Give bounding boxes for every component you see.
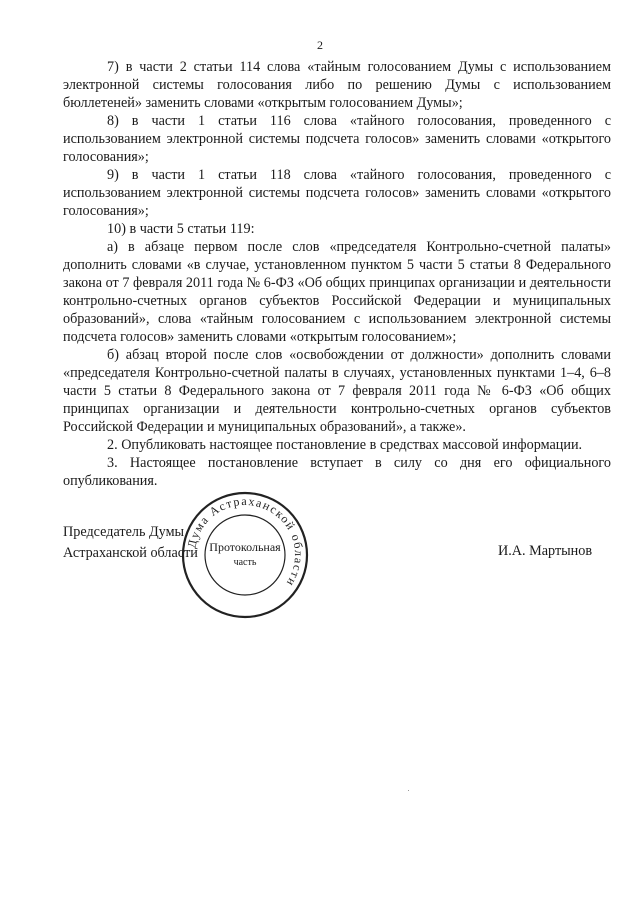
paragraph: 3. Настоящее постановление вступает в силу со дня его официального опубликования.: [63, 455, 611, 489]
document-body: [63, 58, 611, 490]
signature-position-line2: Астраханской области: [63, 545, 198, 561]
scan-speck: [408, 790, 409, 791]
paragraph: 7) в части 2 статьи 114 слова «тайным голосованием Думы с использованием электронной системы голосования либо по решению Думы с использованием бюллетеней» заменить словами «открытым голосованием Думы»;: [63, 59, 611, 111]
paragraph: 8) в части 1 статьи 116 слова «тайного голосования, проведенного с использованием электронной системы подсчета голосов» заменить словами «открытого голосования»;: [63, 113, 611, 165]
paragraph: 10) в части 5 статьи 119:: [107, 221, 255, 237]
signature-position: [63, 522, 198, 564]
stamp-center-line2: часть: [233, 557, 257, 568]
stamp-ring-text: Дума Астраханской области: [184, 493, 307, 590]
stamp-center-line1: Протокольная: [209, 540, 281, 554]
signer-name: И.А. Мартынов: [498, 543, 593, 559]
page-number: 2: [317, 38, 323, 52]
paragraph: 2. Опубликовать настоящее постановление в средствах массовой информации.: [107, 437, 583, 453]
paragraph: а) в абзаце первом после слов «председателя Контрольно-счетной палаты» дополнить словами «в случае, установленном пунктом 5 части 5 статьи 8 Федерального закона от 7 февраля 2011 года № 6-ФЗ «Об общих принципах организации и деятельности контрольно-счетных органов субъектов Российской Федерации и муниципальных образований», слова «тайным голосованием с использованием электронной системы подсчета голосов» заменить словами «открытым голосованием»;: [63, 239, 611, 345]
stamp-center: [180, 490, 310, 620]
paragraph: 9) в части 1 статьи 118 слова «тайного голосования, проведенного с использованием электронной системы подсчета голосов» заменить словами «открытого голосования»;: [63, 167, 611, 219]
signature-position-line1: Председатель Думы: [63, 524, 185, 540]
paragraph: б) абзац второй после слов «освобождении от должности» дополнить словами «председателя Контрольно-счетной палаты в случаях, установленных пунктами 1–4, 6–8 части 5 статьи 8 Федерального закона от 7 февраля 2011 года № 6-ФЗ «Об общих принципах организации и деятельности контрольно-счетных органов субъектов Российской Федерации и муниципальных образований», а также».: [63, 347, 611, 435]
official-stamp: [180, 490, 310, 620]
